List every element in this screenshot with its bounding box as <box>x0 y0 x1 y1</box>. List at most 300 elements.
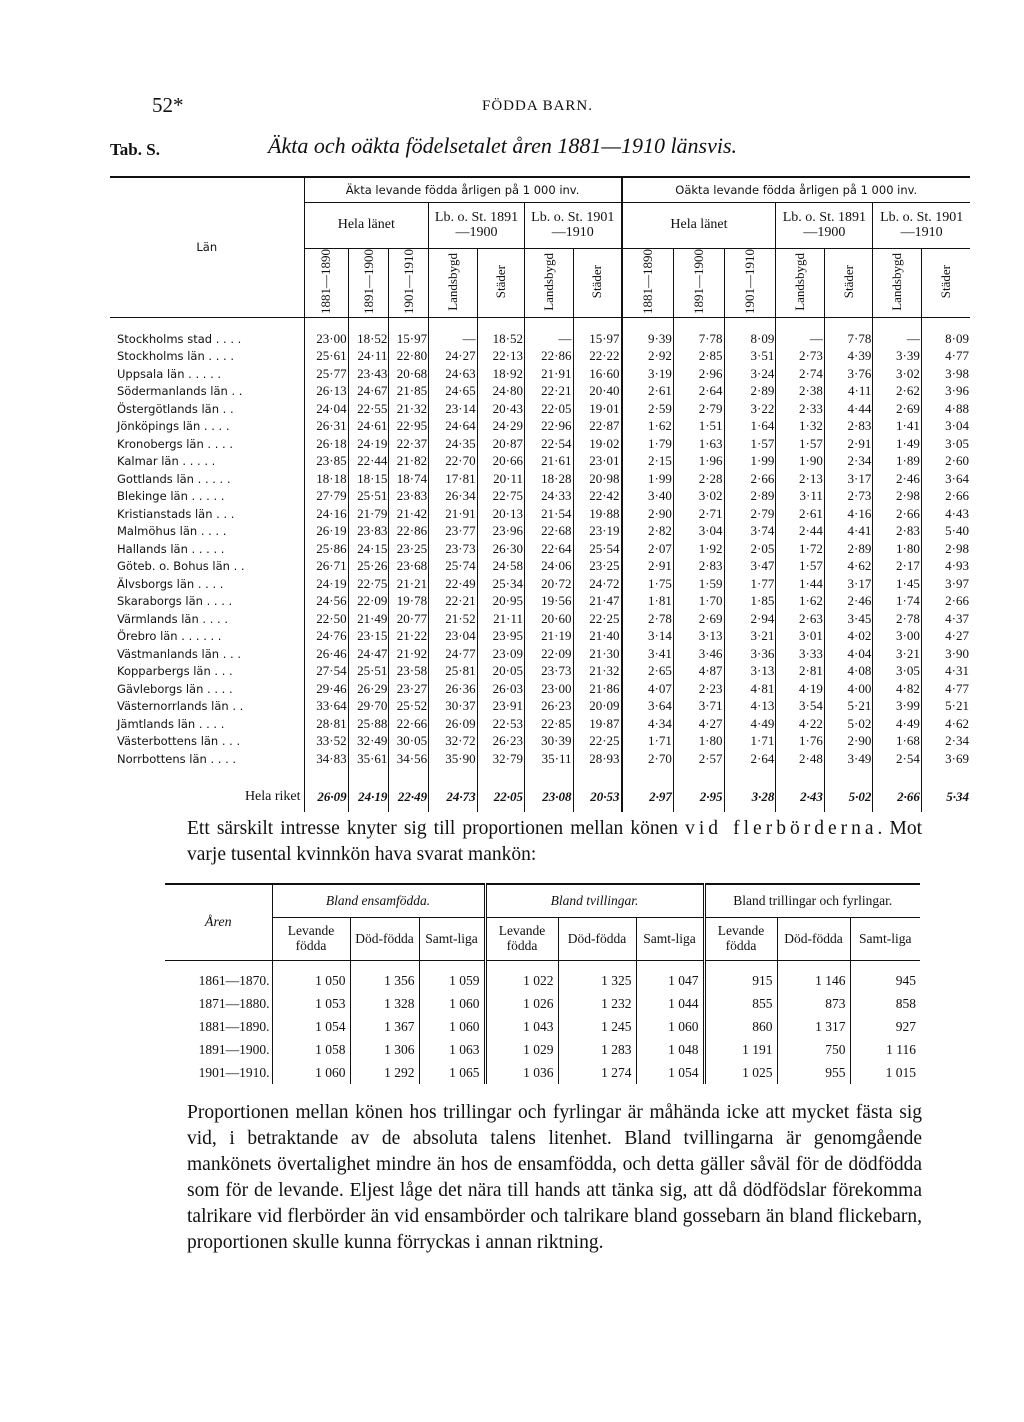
rate-cell: 1·70 <box>673 593 724 611</box>
rate-cell: 2·85 <box>673 348 724 366</box>
table-row <box>110 610 970 628</box>
rate-cell: 5·34 <box>921 768 970 812</box>
rate-cell: 1·32 <box>776 418 825 436</box>
ratio-cell: 1 054 <box>636 1061 704 1084</box>
table-row <box>110 418 970 436</box>
rate-cell: 4·07 <box>622 680 674 698</box>
rate-cell: 1·99 <box>622 470 674 488</box>
rate-cell: 4·49 <box>724 715 776 733</box>
rate-cell: 4·02 <box>824 628 873 646</box>
rate-cell: 24·64 <box>429 418 478 436</box>
rate-cell: 26·09 <box>304 768 348 812</box>
rate-cell: 27·54 <box>304 663 348 681</box>
rate-cell: 20·87 <box>477 435 524 453</box>
rate-cell: 22·87 <box>573 418 622 436</box>
ratio-cell: 915 <box>704 961 777 993</box>
rate-cell: 23·96 <box>477 523 524 541</box>
sub-samtliga: Samt-liga <box>850 918 920 961</box>
rate-cell: 18·18 <box>304 470 348 488</box>
rate-cell: 21·54 <box>525 505 574 523</box>
rate-cell: 3·14 <box>622 628 674 646</box>
ratio-cell: 1 306 <box>350 1038 419 1061</box>
rate-cell: 26·19 <box>304 523 348 541</box>
rate-cell: 22·22 <box>573 348 622 366</box>
rate-cell: 22·44 <box>348 453 389 471</box>
paragraph-flerborder <box>187 816 922 868</box>
rate-cell: 2·96 <box>673 365 724 383</box>
rate-cell: 2·66 <box>873 768 922 812</box>
rate-cell: 2·73 <box>824 488 873 506</box>
rate-cell: 1·89 <box>873 453 922 471</box>
county-name: Jönköpings län . . . . <box>117 419 230 434</box>
rate-cell: 4·04 <box>824 645 873 663</box>
rate-cell: 2·54 <box>873 750 922 768</box>
rate-cell: 3·22 <box>724 400 776 418</box>
rate-cell: 2·38 <box>776 383 825 401</box>
rate-cell: 21·40 <box>573 628 622 646</box>
rate-cell: 2·60 <box>921 453 970 471</box>
ratio-cell: 1 245 <box>558 1015 636 1038</box>
rate-cell: 2·65 <box>622 663 674 681</box>
rate-cell: 22·13 <box>477 348 524 366</box>
rate-cell: 4·27 <box>921 628 970 646</box>
rate-cell: 2·34 <box>824 453 873 471</box>
landsbygd-header: Landsbygd <box>429 249 478 318</box>
rate-cell: 2·73 <box>776 348 825 366</box>
rate-cell: 4·82 <box>873 680 922 698</box>
sub-samtliga: Samt-liga <box>419 918 485 961</box>
rate-cell: 23·14 <box>429 400 478 418</box>
county-name: Södermanlands län . . <box>117 384 243 399</box>
rate-cell: 4·77 <box>921 680 970 698</box>
page-number: 52* <box>152 93 184 117</box>
rate-cell: 4·77 <box>921 348 970 366</box>
table-row <box>110 575 970 593</box>
rate-cell: 3·21 <box>724 628 776 646</box>
rate-cell: 24·47 <box>348 645 389 663</box>
rate-cell: 21·91 <box>429 505 478 523</box>
rate-cell: 20·13 <box>477 505 524 523</box>
rate-cell: 22·49 <box>389 768 429 812</box>
rate-cell: 26·29 <box>348 680 389 698</box>
ratio-cell: 858 <box>850 992 920 1015</box>
rate-cell: 1·41 <box>873 418 922 436</box>
rate-cell: 19·88 <box>573 505 622 523</box>
table1-body <box>110 318 970 812</box>
rate-cell: 28·81 <box>304 715 348 733</box>
ratio-cell: 1 116 <box>850 1038 920 1061</box>
rate-cell: 19·87 <box>573 715 622 733</box>
county-name: Östergötlands län . . <box>117 401 234 416</box>
rate-cell: 2·91 <box>622 558 674 576</box>
rate-cell: 5·40 <box>921 523 970 541</box>
rate-cell: 35·11 <box>525 750 574 768</box>
rate-cell: 20·05 <box>477 663 524 681</box>
lbost-1901-header: Lb. o. St. 1901—1910 <box>873 203 970 249</box>
rate-cell: 2·05 <box>724 540 776 558</box>
rate-cell: 1·59 <box>673 575 724 593</box>
rate-cell: 8·09 <box>724 318 776 348</box>
period-header: 1901—1910 <box>724 249 776 318</box>
rate-cell: 1·80 <box>673 733 724 751</box>
rate-cell: 26·46 <box>304 645 348 663</box>
ratio-cell: 860 <box>704 1015 777 1038</box>
county-name: Gävleborgs län . . . . <box>117 681 233 696</box>
rate-cell: 1·57 <box>776 435 825 453</box>
rate-cell: 2·81 <box>776 663 825 681</box>
period-cell: 1861—1870. <box>198 972 270 988</box>
rate-cell: 2·83 <box>673 558 724 576</box>
rate-cell: 3·05 <box>873 663 922 681</box>
rate-cell: 33·52 <box>304 733 348 751</box>
rate-cell: 2·63 <box>776 610 825 628</box>
table-row <box>110 488 970 506</box>
rate-cell: 7·78 <box>824 318 873 348</box>
rate-cell: 4·62 <box>921 715 970 733</box>
group-header-akta: Äkta levande födda årligen på 1 000 inv. <box>304 177 622 203</box>
ratio-cell: 1 317 <box>777 1015 850 1038</box>
rate-cell: 2·79 <box>673 400 724 418</box>
rate-cell: 23·91 <box>477 698 524 716</box>
group-ensamfodda: Bland ensamfödda. <box>272 884 485 918</box>
ratio-cell: 1 060 <box>419 1015 485 1038</box>
rate-cell: 3·24 <box>724 365 776 383</box>
rate-cell: 23·04 <box>429 628 478 646</box>
group-tvillingar: Bland tvillingar. <box>485 884 704 918</box>
ratio-cell: 1 367 <box>350 1015 419 1038</box>
rate-cell: 3·05 <box>921 435 970 453</box>
table-row <box>110 453 970 471</box>
rate-cell: 1·68 <box>873 733 922 751</box>
county-name: Gottlands län . . . . . <box>117 471 231 486</box>
ratio-cell: 1 191 <box>704 1038 777 1061</box>
rate-cell: 26·13 <box>304 383 348 401</box>
rate-cell: 26·09 <box>429 715 478 733</box>
rate-cell: 2·46 <box>824 593 873 611</box>
rate-cell: 1·71 <box>724 733 776 751</box>
rate-cell: 1·75 <box>622 575 674 593</box>
rate-cell: 3·54 <box>776 698 825 716</box>
table-row <box>110 680 970 698</box>
rate-cell: 1·81 <box>622 593 674 611</box>
rate-cell: 25·61 <box>304 348 348 366</box>
rate-cell: 24·58 <box>477 558 524 576</box>
rate-cell: 22·09 <box>525 645 574 663</box>
county-name: Skaraborgs län . . . . <box>117 594 233 609</box>
rate-cell: 26·03 <box>477 680 524 698</box>
rate-cell: 3·76 <box>824 365 873 383</box>
county-name: Kristianstads län . . . <box>117 506 235 521</box>
rate-cell: 2·44 <box>776 523 825 541</box>
rate-cell: 24·63 <box>429 365 478 383</box>
rate-cell: 24·19 <box>304 575 348 593</box>
rate-cell: 30·05 <box>389 733 429 751</box>
rate-cell: 4·62 <box>824 558 873 576</box>
rate-cell: 24·76 <box>304 628 348 646</box>
ratio-cell: 873 <box>777 992 850 1015</box>
table-row <box>110 470 970 488</box>
rate-cell: 1·77 <box>724 575 776 593</box>
rate-cell: 3·46 <box>673 645 724 663</box>
rate-cell: 20·60 <box>525 610 574 628</box>
rate-cell: 24·29 <box>477 418 524 436</box>
rate-cell: 24·80 <box>477 383 524 401</box>
county-name: Västernorrlands län . . <box>117 699 244 714</box>
rate-cell: 2·64 <box>673 383 724 401</box>
rate-cell: 1·76 <box>776 733 825 751</box>
rate-cell: 2·79 <box>724 505 776 523</box>
sub-levande: Levande födda <box>704 918 777 961</box>
rate-cell: 4·08 <box>824 663 873 681</box>
group-trillingar: Bland trillingar och fyrlingar. <box>704 884 920 918</box>
landsbygd-header: Landsbygd <box>873 249 922 318</box>
rate-cell: — <box>525 318 574 348</box>
period-header: 1901—1910 <box>389 249 429 318</box>
rate-cell: 21·82 <box>389 453 429 471</box>
rate-cell: 2·66 <box>921 488 970 506</box>
rate-cell: 3·40 <box>622 488 674 506</box>
ratio-cell: 1 063 <box>419 1038 485 1061</box>
rate-cell: 3·00 <box>873 628 922 646</box>
rate-cell: 2·92 <box>622 348 674 366</box>
ratio-cell: 1 292 <box>350 1061 419 1084</box>
rate-cell: 23·95 <box>477 628 524 646</box>
rate-cell: 2·69 <box>673 610 724 628</box>
rate-cell: 3·64 <box>622 698 674 716</box>
rate-cell: 23·27 <box>389 680 429 698</box>
rate-cell: 21·32 <box>389 400 429 418</box>
table-row <box>110 540 970 558</box>
rate-cell: 21·92 <box>389 645 429 663</box>
period-header: 1891—1900 <box>673 249 724 318</box>
sex-ratio-table <box>165 883 920 1084</box>
ratio-cell: 1 054 <box>272 1015 350 1038</box>
rate-cell: 22·05 <box>477 768 524 812</box>
rate-cell: 23·00 <box>304 318 348 348</box>
rate-cell: 25·74 <box>429 558 478 576</box>
rate-cell: 2·61 <box>776 505 825 523</box>
ratio-cell: 1 025 <box>704 1061 777 1084</box>
table-row <box>110 400 970 418</box>
rate-cell: 5·21 <box>824 698 873 716</box>
rate-cell: 3·01 <box>776 628 825 646</box>
rate-cell: 4·16 <box>824 505 873 523</box>
ratio-cell: 1 043 <box>485 1015 558 1038</box>
rate-cell: 30·37 <box>429 698 478 716</box>
county-name: Malmöhus län . . . . <box>117 524 227 539</box>
county-name: Uppsala län . . . . . <box>117 366 222 381</box>
rate-cell: 19·56 <box>525 593 574 611</box>
rate-cell: 3·51 <box>724 348 776 366</box>
rate-cell: 2·23 <box>673 680 724 698</box>
ratio-cell: 927 <box>850 1015 920 1038</box>
total-row <box>110 768 970 812</box>
period-header: 1891—1900 <box>348 249 389 318</box>
ratio-cell: 750 <box>777 1038 850 1061</box>
rate-cell: 3·99 <box>873 698 922 716</box>
rate-cell: 22·66 <box>389 715 429 733</box>
rate-cell: 3·47 <box>724 558 776 576</box>
rate-cell: 2·33 <box>776 400 825 418</box>
sub-levande: Levande födda <box>272 918 350 961</box>
rate-cell: 2·48 <box>776 750 825 768</box>
paragraph-text: Ett särskilt intresse knyter sig till proportionen mellan könen <box>187 818 686 839</box>
rate-cell: 4·81 <box>724 680 776 698</box>
ratio-cell: 1 026 <box>485 992 558 1015</box>
rate-cell: 2·83 <box>873 523 922 541</box>
rate-cell: 21·42 <box>389 505 429 523</box>
rate-cell: 21·47 <box>573 593 622 611</box>
rate-cell: 22·95 <box>389 418 429 436</box>
ratio-cell: 1 059 <box>419 961 485 993</box>
rate-cell: 1·74 <box>873 593 922 611</box>
rate-cell: 21·52 <box>429 610 478 628</box>
rate-cell: 19·02 <box>573 435 622 453</box>
rate-cell: 2·74 <box>776 365 825 383</box>
rate-cell: 20·11 <box>477 470 524 488</box>
rate-cell: 4·19 <box>776 680 825 698</box>
table-row <box>110 365 970 383</box>
rate-cell: 4·88 <box>921 400 970 418</box>
sub-dodfodda: Död-födda <box>350 918 419 961</box>
hela-lanet-header: Hela länet <box>622 203 776 249</box>
years-header: Åren <box>165 884 272 961</box>
rate-cell: 1·71 <box>622 733 674 751</box>
county-name: Blekinge län . . . . . <box>117 489 225 504</box>
rate-cell: 5·02 <box>824 768 873 812</box>
rate-cell: 20·72 <box>525 575 574 593</box>
rate-cell: 26·31 <box>304 418 348 436</box>
ratio-cell: 1 328 <box>350 992 419 1015</box>
table-row <box>110 523 970 541</box>
rate-cell: 33·64 <box>304 698 348 716</box>
rate-cell: 1·57 <box>776 558 825 576</box>
rate-cell: 4·41 <box>824 523 873 541</box>
rate-cell: 22·25 <box>573 610 622 628</box>
rate-cell: 23·68 <box>389 558 429 576</box>
rate-cell: 2·61 <box>622 383 674 401</box>
table-title: Äkta och oäkta födelsetalet åren 1881—1910 länsvis. <box>268 133 738 158</box>
stader-header: Städer <box>921 249 970 318</box>
rate-cell: 29·46 <box>304 680 348 698</box>
rate-cell: 20·66 <box>477 453 524 471</box>
table-row <box>165 1061 920 1084</box>
rate-cell: 3·13 <box>673 628 724 646</box>
rate-cell: 21·30 <box>573 645 622 663</box>
birth-rate-table <box>110 176 970 812</box>
rate-cell: 3·02 <box>673 488 724 506</box>
table-row <box>110 318 970 348</box>
rate-cell: 2·66 <box>921 593 970 611</box>
table2-header <box>165 884 920 961</box>
rate-cell: 1·72 <box>776 540 825 558</box>
rate-cell: 24·73 <box>429 768 478 812</box>
rate-cell: 4·39 <box>824 348 873 366</box>
rate-cell: 21·32 <box>573 663 622 681</box>
rate-cell: 3·04 <box>673 523 724 541</box>
rate-cell: 25·77 <box>304 365 348 383</box>
rate-cell: 34·56 <box>389 750 429 768</box>
county-name: Stockholms stad . . . . <box>117 331 242 346</box>
rate-cell: 4·43 <box>921 505 970 523</box>
county-name: Stockholms län . . . . <box>117 349 234 364</box>
rate-cell: 20·68 <box>389 365 429 383</box>
rate-cell: 32·72 <box>429 733 478 751</box>
rate-cell: 3·69 <box>921 750 970 768</box>
rate-cell: 23·25 <box>573 558 622 576</box>
rate-cell: 4·34 <box>622 715 674 733</box>
ratio-cell: 1 274 <box>558 1061 636 1084</box>
rate-cell: 32·49 <box>348 733 389 751</box>
rate-cell: 3·04 <box>921 418 970 436</box>
ratio-cell: 1 050 <box>272 961 350 993</box>
table-row <box>165 961 920 993</box>
rate-cell: 22·49 <box>429 575 478 593</box>
period-header: 1881—1890 <box>304 249 348 318</box>
period-cell: 1891—1900. <box>198 1041 270 1057</box>
table-row <box>110 348 970 366</box>
table-row <box>165 1038 920 1061</box>
rate-cell: 2·15 <box>622 453 674 471</box>
rate-cell: 20·40 <box>573 383 622 401</box>
county-name: Hallands län . . . . . <box>117 541 225 556</box>
rate-cell: 26·30 <box>477 540 524 558</box>
rate-cell: 2·59 <box>622 400 674 418</box>
county-name: Kopparbergs län . . . <box>117 664 233 679</box>
county-name: Jämtlands län . . . . <box>117 716 225 731</box>
rate-cell: 4·22 <box>776 715 825 733</box>
rate-cell: 24·77 <box>429 645 478 663</box>
ratio-cell: 1 047 <box>636 961 704 993</box>
rate-cell: 18·92 <box>477 365 524 383</box>
rate-cell: 1·85 <box>724 593 776 611</box>
ratio-cell: 1 356 <box>350 961 419 993</box>
rate-cell: 24·65 <box>429 383 478 401</box>
rate-cell: 23·77 <box>429 523 478 541</box>
rate-cell: 22·37 <box>389 435 429 453</box>
county-name: Älvsborgs län . . . . <box>117 576 224 591</box>
rate-cell: 2·89 <box>824 540 873 558</box>
rate-cell: 2·82 <box>622 523 674 541</box>
rate-cell: 24·72 <box>573 575 622 593</box>
rate-cell: 15·97 <box>573 318 622 348</box>
rate-cell: 3·33 <box>776 645 825 663</box>
rate-cell: 20·53 <box>573 768 622 812</box>
rate-cell: 8·09 <box>921 318 970 348</box>
lbost-1891-header: Lb. o. St. 1891—1900 <box>429 203 525 249</box>
rate-cell: 4·31 <box>921 663 970 681</box>
rate-cell: 3·17 <box>824 575 873 593</box>
rate-cell: 2·78 <box>873 610 922 628</box>
period-cell: 1871—1880. <box>198 995 270 1011</box>
rate-cell: 22·70 <box>429 453 478 471</box>
rate-cell: 25·81 <box>429 663 478 681</box>
rate-cell: 25·34 <box>477 575 524 593</box>
rate-cell: 23·01 <box>573 453 622 471</box>
rate-cell: 2·69 <box>873 400 922 418</box>
table1-header <box>110 177 970 318</box>
rate-cell: 27·79 <box>304 488 348 506</box>
county-name: Västmanlands län . . . <box>117 646 242 661</box>
rate-cell: 22·55 <box>348 400 389 418</box>
rate-cell: 30·39 <box>525 733 574 751</box>
county-name: Kalmar län . . . . . <box>117 454 216 469</box>
rate-cell: 23·85 <box>304 453 348 471</box>
rate-cell: 35·61 <box>348 750 389 768</box>
rate-cell: 2·78 <box>622 610 674 628</box>
rate-cell: 23·73 <box>429 540 478 558</box>
rate-cell: 2·94 <box>724 610 776 628</box>
